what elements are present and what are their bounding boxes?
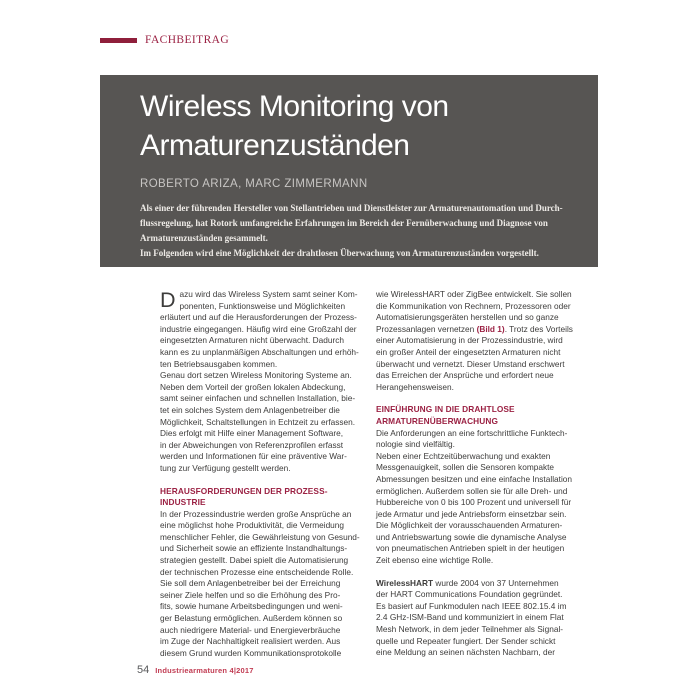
body-text-line: ger Belastung ermöglichen. Außerdem können so <box>160 613 343 624</box>
body-text-line: Neben dem Vorteil der großen lokalen Abdeckung, <box>160 381 346 392</box>
body-text-line: Zeit ebenso eine wichtige Rolle. <box>376 555 494 566</box>
body-text-line: samt seiner einfachen und schnellen Installation, bie- <box>160 393 356 404</box>
section-heading-line: EINFÜHRUNG IN DIE DRAHTLOSE <box>376 404 515 415</box>
body-text-line: ermöglichen. Außerdem sollen sie für alle Dreh- und <box>376 485 568 496</box>
figure-reference: (Bild 1) <box>476 323 505 334</box>
body-text-line: eine Meldung an seinen nächsten Nachbarn, der <box>376 647 555 658</box>
page-number: 54 <box>137 664 150 676</box>
body-text-line: In der Prozessindustrie werden große Ansprüche an <box>160 508 352 519</box>
paragraph <box>160 509 368 660</box>
article-title-line-1: Wireless Monitoring von <box>140 90 449 123</box>
body-text-line: und Sicherheit sowie an effiziente Instandhaltungs- <box>160 543 348 554</box>
body-text-line: Dies erfolgt mit Hilfe einer Management Software, <box>160 428 344 439</box>
body-text-line: menschlicher Fehler, die Gewährleistung von Gesund- <box>160 531 360 542</box>
body-text-line: Automatisierungsgeräten herstellen und so ganze <box>376 312 559 323</box>
abstract-line: Armaturenzuständen gesammelt. <box>140 233 268 243</box>
body-text-line: Genau dort setzen Wireless Monitoring Systeme an. <box>160 370 352 381</box>
paragraph <box>376 578 584 659</box>
abstract-line: Im Folgenden wird eine Möglichkeit der drahtlosen Überwachung von Armaturenzuständen vorgestellt. <box>140 248 539 258</box>
article-tag-row <box>100 34 229 46</box>
body-text-line: Die Möglichkeit der vorausschauenden Armaturen- <box>376 520 563 531</box>
body-text-line: Sie soll dem Anlagenbetreiber bei der Erreichung <box>160 578 341 589</box>
body-text-line: im Zuge der Nachhaltigkeit realisiert werden. Aus <box>160 636 341 647</box>
section-heading-line: INDUSTRIE <box>160 497 206 508</box>
body-text-line <box>376 578 584 590</box>
journal-reference: Industriearmaturen 4|2017 <box>155 666 254 675</box>
body-text-line: eingesetzten Armaturen nicht überwacht. Dadurch <box>160 335 345 346</box>
body-text-line <box>376 324 584 336</box>
body-text-line: Die Anforderungen an eine fortschrittliche Funktech- <box>376 427 568 438</box>
abstract-line: flussregelung, hat Rotork umfangreiche Erfahrungen im Bereich der Fernüberwachung und Diagnose von <box>140 218 548 228</box>
article-title <box>140 87 590 165</box>
section-heading-line: ARMATURENÜBERWACHUNG <box>376 415 498 426</box>
body-text-line: Es basiert auf Funkmodulen nach IEEE 802.15.4 im <box>376 600 567 611</box>
article-right-column <box>376 289 584 659</box>
body-text-line: 2.4 GHz-ISM-Band und kommuniziert in einem Flat <box>376 612 564 623</box>
body-text-line: erläutert und auf die Herausforderungen der Prozess- <box>160 312 357 323</box>
body-text-line: eine möglichst hohe Produktivität, die Vermeidung <box>160 520 345 531</box>
paragraph <box>376 289 584 393</box>
authors-line: ROBERTO ARIZA, MARC ZIMMERMANN <box>140 178 368 190</box>
body-text-line: nologie sind vielfältig. <box>376 439 455 450</box>
body-text-line: werden und Informationen für eine präventive War- <box>160 451 347 462</box>
body-text-line: tung zur Verfügung gestellt werden. <box>160 462 291 473</box>
body-text-line: in der Abweichungen von Referenzprofilen erfasst <box>160 439 344 450</box>
abstract <box>140 201 590 261</box>
body-text-line: Abmessungen besitzen und eine einfache Installation <box>376 473 573 484</box>
body-text-line: ponenten, Funktionsweise und Möglichkeiten <box>179 300 346 311</box>
body-text-line: strategien gestellt. Dabei spielt die Automatisierung <box>160 555 349 566</box>
article-category-label: FACHBEITRAG <box>145 34 230 46</box>
article-title-line-2: Armaturenzuständen <box>140 129 410 162</box>
body-text-line: das Erreichen der Ansprüche und erfordert neue <box>376 370 554 381</box>
paragraph <box>160 289 368 475</box>
tag-bar-rule <box>100 38 137 43</box>
page-footer <box>137 664 254 676</box>
body-text-line: seiner Ziele helfen und so die Erhöhung des Pro- <box>160 589 341 600</box>
body-text-line: auch niedrigere Material- und Energieverbräuche <box>160 624 341 635</box>
body-text-line: der technischen Prozesse eine entscheidende Rolle. <box>160 566 354 577</box>
body-text-line: ten Betriebsausgaben kommen. <box>160 358 278 369</box>
title-banner <box>100 75 598 267</box>
body-text-line: industrie eingegangen. Häufig wird eine Großzahl der <box>160 323 357 334</box>
body-text-line: überwacht und vernetzt. Dieser Umstand erschwert <box>376 358 565 369</box>
body-text-line: Neben einer Echtzeitüberwachung und exakten <box>376 450 551 461</box>
body-text-line: Möglichkeit, Schaltstellungen in Echtzeit zu erfassen. <box>160 416 356 427</box>
body-text-line: die Kommunikation von Rechnern, Prozessoren oder <box>376 300 571 311</box>
body-text-line: einer Automatisierung in der Prozessindustrie, wird <box>376 335 563 346</box>
abstract-line: Als einer der führenden Hersteller von Stellantrieben und Dienstleister zur Armaturenautomation und Durch- <box>140 203 563 213</box>
bold-term: WirelessHART <box>376 577 434 588</box>
body-text-line: Messgenauigkeit, sollen die Sensoren kompakte <box>376 462 555 473</box>
body-text-line: von pneumatischen Antrieben spielt in der heutigen <box>376 543 565 554</box>
body-text-line: Dazu wird das Wireless System samt seiner Kom- <box>160 288 358 312</box>
body-text-line: fits, sowie humane Arbeitsbedingungen und weni- <box>160 601 343 612</box>
section-heading <box>376 404 584 427</box>
paragraph <box>376 428 584 567</box>
body-text-line: kann es zu unplanmäßigen Abschaltungen und erhöh- <box>160 346 359 357</box>
body-text-line: Herangehensweisen. <box>376 381 454 392</box>
article-left-column <box>160 289 368 659</box>
body-text-line: Mesh Network, in dem jeder Teilnehmer als Signal- <box>376 624 564 635</box>
section-heading-line: HERAUSFORDERUNGEN DER PROZESS- <box>160 485 328 496</box>
text-segment: Prozessanlagen vernetzen <box>376 323 477 334</box>
body-text-line: tet ein solches System dem Anlagenbetreiber die <box>160 404 340 415</box>
body-text-line: und Antriebswartung sowie die dynamische Analyse <box>376 531 567 542</box>
text-segment: wurde 2004 von 37 Unternehmen <box>433 577 559 588</box>
section-heading <box>160 486 368 509</box>
body-text-line: der HART Communications Foundation gegründet. <box>376 589 563 600</box>
body-text-line: jede Armatur und jede Antriebsform einsetzbar sein. <box>376 508 567 519</box>
body-text-line: quelle und Repeater fungiert. Der Sender schickt <box>376 635 556 646</box>
body-text-line: ein großer Anteil der eingesetzten Armaturen nicht <box>376 346 561 357</box>
body-text-line: wie WirelessHART oder ZigBee entwickelt. Sie sollen <box>376 289 572 299</box>
drop-cap: D <box>160 288 176 312</box>
body-text-line: Hubbereiche von 0 bis 100 Prozent und universell für <box>376 497 572 508</box>
text-segment: . Trotz des Vorteils <box>504 323 573 334</box>
article-body <box>160 289 584 659</box>
body-text-line: diesem Grund wurden Kommunikationsprotokolle <box>160 647 342 658</box>
